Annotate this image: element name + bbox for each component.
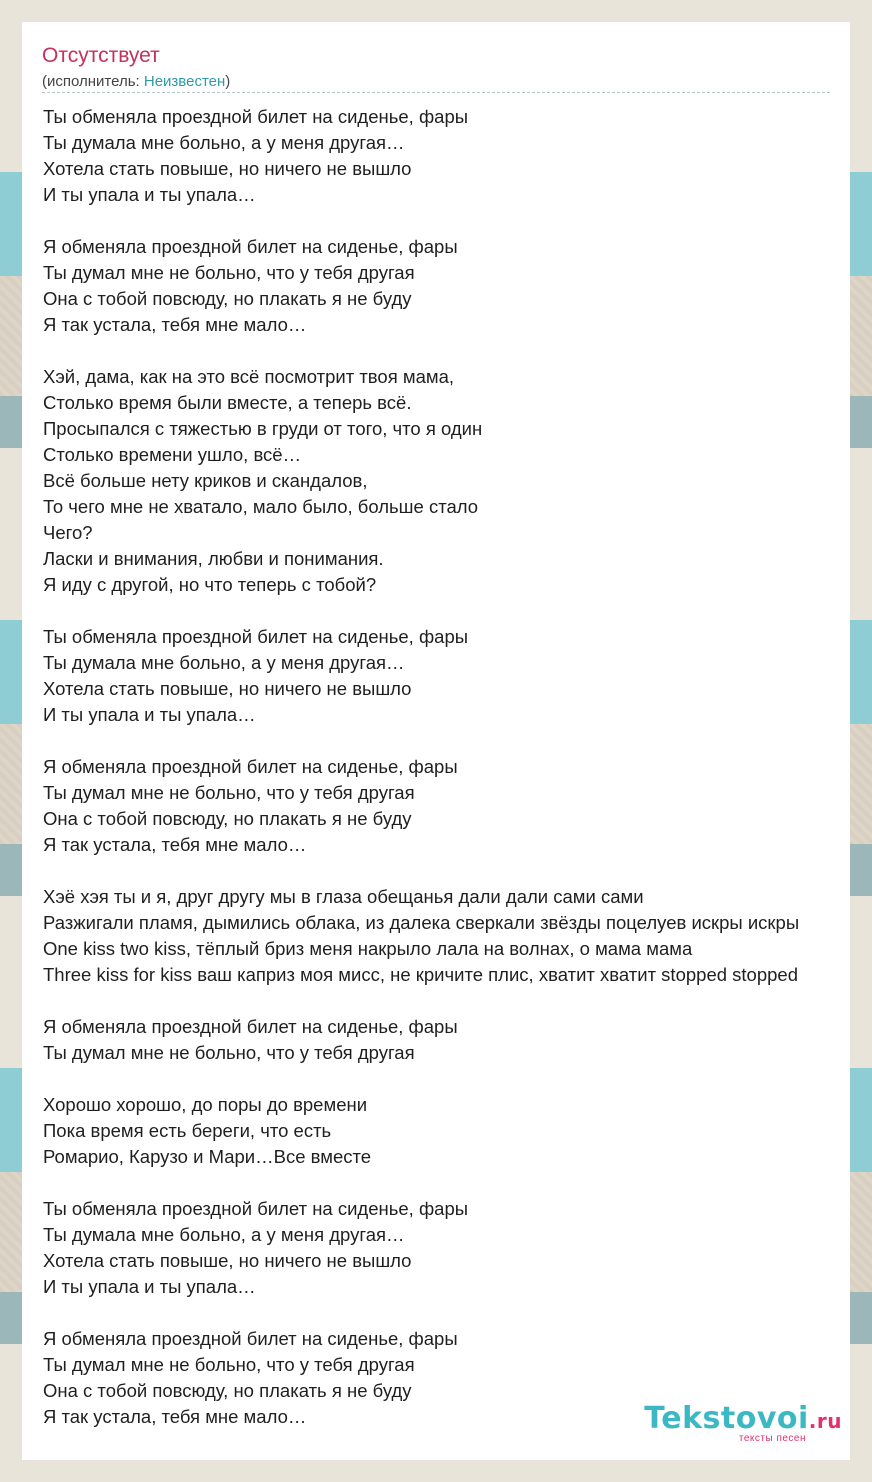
lyrics-card xyxy=(22,22,850,1460)
title-divider xyxy=(42,92,830,93)
artist-suffix: ) xyxy=(225,73,231,90)
artist-line xyxy=(42,72,230,92)
artist-prefix: (исполнитель: xyxy=(42,73,144,90)
logo-tagline: тексты песен xyxy=(738,1433,806,1444)
artist-link[interactable]: Неизвестен xyxy=(143,73,226,90)
song-title: Отсутствует xyxy=(42,44,160,67)
logo-tld: .ru xyxy=(808,1409,842,1433)
logo-main-text: Tekstovoi xyxy=(644,1401,809,1436)
logo-wordmark xyxy=(644,1403,842,1437)
site-logo[interactable] xyxy=(644,1403,842,1444)
lyrics-text: Ты обменяла проездной билет на сиденье, фары Ты думала мне больно, а у меня другая… Хотела стать повыше, но ничего не вышло И ты упала и ты упала… Я обменяла проездной билет на сиденье, фары Ты думал мне не больно, что у тебя другая Она с тобой повсюду, но плакать я не буду Я так устала, тебя мне мало… Хэй, дама, как на это всё посмотрит твоя мама, Столько время были вместе, а теперь всё. Просыпался с тяжестью в груди от того, что я один Столько времени ушло, всё… Всё больше нету криков и скандалов, То чего мне не хватало, мало было, больше стало Чего? Ласки и внимания, любви и понимания. Я иду с другой, но что теперь с тобой? Ты обменяла проездной билет на сиденье, фары Ты думала мне больно, а у меня другая… Хотела стать повыше, но ничего не вышло И ты упала и ты упала… Я обменяла проездной билет на сиденье, фары Ты думал мне не больно, что у тебя другая Она с тобой повсюду, но плакать я не буду Я так устала, тебя мне мало… Хэё хэя ты и я, друг другу мы в глаза обещанья дали дали сами сами Разжигали пламя, дымились облака, из далека сверкали звёзды поцелуев искры искры One kiss two kiss, тёплый бриз меня накрыло лала на волнах, о мама мама Three kiss for kiss ваш каприз моя мисс, не кричите плис, хватит хватит stopped stopped Я обменяла проездной билет на сиденье, фары Ты думал мне не больно, что у тебя другая Хорошо хорошо, до поры до времени Пока время есть береги, что есть Ромарио, Карузо и Мари…Все вместе Ты обменяла проездной билет на сиденье, фары Ты думала мне больно, а у меня другая… Хотела стать повыше, но ничего не вышло И ты упала и ты упала… Я обменяла проездной билет на сиденье, фары Ты думал мне не больно, что у тебя другая Она с тобой повсюду, но плакать я не буду Я так устала, тебя мне мало… xyxy=(43,106,800,1427)
